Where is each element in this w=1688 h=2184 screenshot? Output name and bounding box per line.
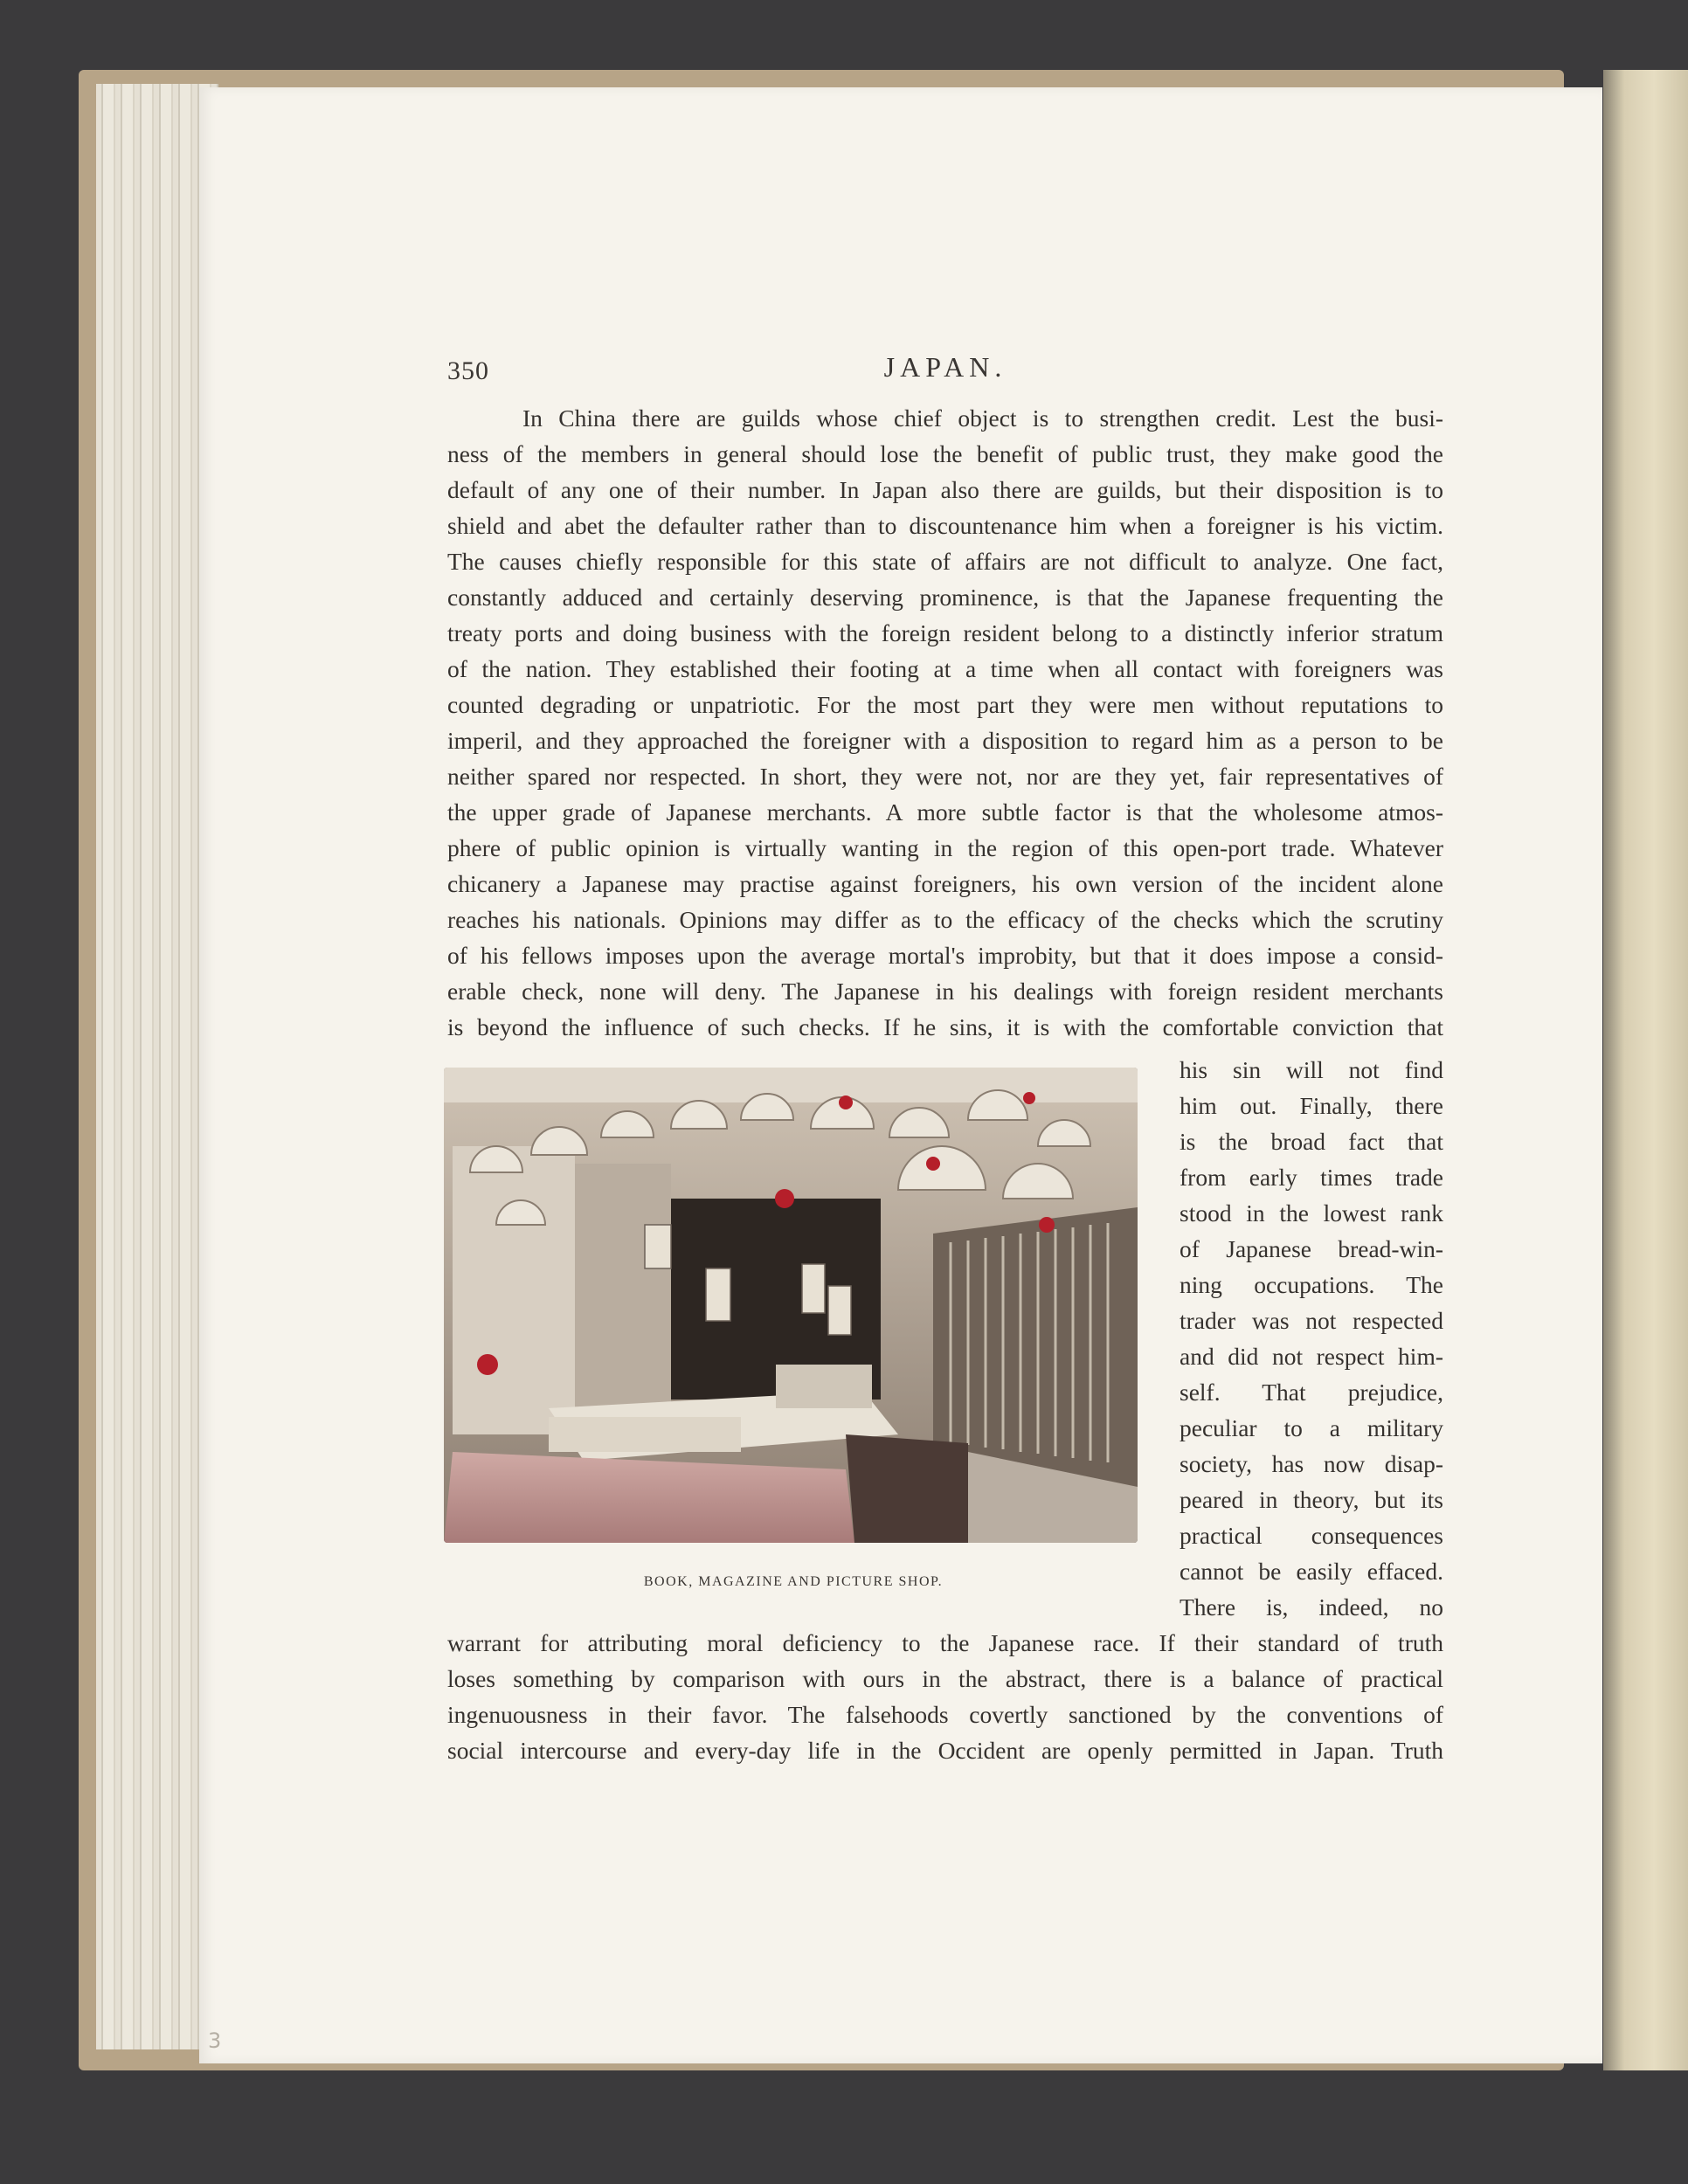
text-line: from early times trade — [1180, 1164, 1443, 1191]
text-line: peculiar to a military — [1180, 1414, 1443, 1441]
page-header-title: JAPAN. — [883, 351, 1007, 383]
text-line: stood in the lowest rank — [1180, 1199, 1443, 1227]
text-line: In China there are guilds whose chief object is to strengthen credit. Lest the busi- — [522, 404, 1443, 432]
text-line: neither spared nor respected. In short, they were not, nor are they yet, fair representatives of — [447, 763, 1443, 790]
text-line: social intercourse and every-day life in the Occident are openly permitted in Japan. Truth — [447, 1737, 1443, 1764]
text-line: peared in theory, but its — [1180, 1486, 1443, 1513]
text-line: reaches his nationals. Opinions may differ as to the efficacy of the checks which the scrutiny — [447, 906, 1443, 933]
text-line: is the broad fact that — [1180, 1128, 1443, 1155]
running-head — [447, 351, 1443, 395]
text-line: counted degrading or unpatriotic. For the most part they were men without reputations to — [447, 691, 1443, 718]
text-line: shield and abet the defaulter rather than to discountenance him when a foreigner is his victim. — [447, 512, 1443, 539]
text-line: ness of the members in general should lose the benefit of public trust, they make good the — [447, 440, 1443, 467]
text-line: warrant for attributing moral deficiency to the Japanese race. If their standard of truth — [447, 1629, 1443, 1656]
text-line: ingenuousness in their favor. The falsehoods covertly sanctioned by the conventions of — [447, 1701, 1443, 1728]
text-line: trader was not respected — [1180, 1307, 1443, 1334]
body-text-side — [1180, 1052, 1443, 1625]
text-line: constantly adduced and certainly deserving prominence, is that the Japanese frequenting the — [447, 584, 1443, 611]
body-text-top — [447, 400, 1443, 1045]
cover-edge-right — [1603, 70, 1688, 2070]
shop-photograph-illustration — [444, 1068, 1138, 1543]
text-line: loses something by comparison with ours in the abstract, there is a balance of practical — [447, 1665, 1443, 1692]
text-line: his sin will not find — [1180, 1056, 1443, 1083]
text-line: There is, indeed, no — [1180, 1593, 1443, 1621]
text-line: of his fellows imposes upon the average mortal's improbity, but that it does impose a consid- — [447, 942, 1443, 969]
text-line: erable check, none will deny. The Japanese in his dealings with foreign resident merchants — [447, 978, 1443, 1005]
text-line: imperil, and they approached the foreigner with a disposition to regard him as a person to be — [447, 727, 1443, 754]
text-line: The causes chiefly responsible for this state of affairs are not difficult to analyze. One fact, — [447, 548, 1443, 575]
figure-caption: BOOK, MAGAZINE AND PICTURE SHOP. — [643, 1574, 944, 1589]
text-line: practical consequences — [1180, 1522, 1443, 1549]
text-line: self. That prejudice, — [1180, 1379, 1443, 1406]
text-line: cannot be easily effaced. — [1180, 1558, 1443, 1585]
text-line: is beyond the influence of such checks. If he sins, it is with the comfortable conviction that — [447, 1013, 1443, 1040]
text-line: the upper grade of Japanese merchants. A more subtle factor is that the wholesome atmos- — [447, 798, 1443, 826]
text-line: default of any one of their number. In Japan also there are guilds, but their disposition is to — [447, 476, 1443, 503]
text-line: society, has now disap- — [1180, 1450, 1443, 1477]
text-line: of Japanese bread-win- — [1180, 1235, 1443, 1262]
text-line: treaty ports and doing business with the foreign resident belong to a distinctly inferior stratum — [447, 619, 1443, 646]
page-number: 350 — [447, 356, 489, 385]
pencil-mark: 3 — [208, 2028, 222, 2053]
text-line: phere of public opinion is virtually wanting in the region of this open-port trade. Whatever — [447, 834, 1443, 861]
text-line: and did not respect him- — [1180, 1343, 1443, 1370]
text-line: chicanery a Japanese may practise against foreigners, his own version of the incident alone — [447, 870, 1443, 897]
text-line: of the nation. They established their footing at a time when all contact with foreigners was — [447, 655, 1443, 682]
text-line: him out. Finally, there — [1180, 1092, 1443, 1119]
text-line: ning occupations. The — [1180, 1271, 1443, 1298]
shop-photograph — [444, 1068, 1138, 1543]
body-text-bottom — [447, 1625, 1443, 1768]
